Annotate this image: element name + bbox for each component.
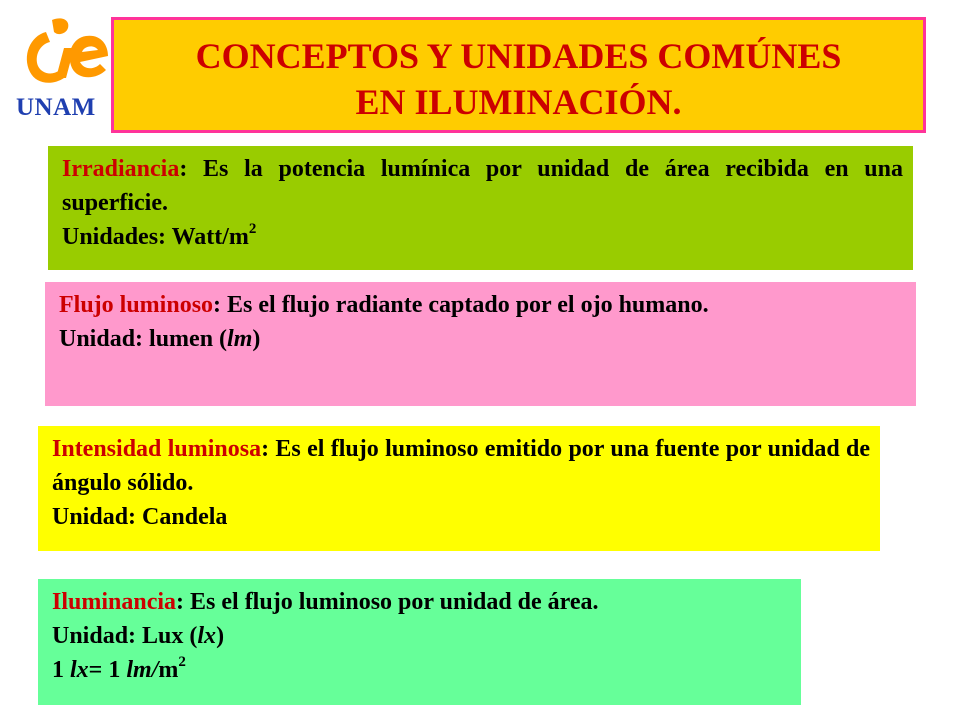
intensidad-text: : Es el flujo luminoso emitido por una fuente por unidad de ángulo sólido.: [52, 436, 871, 496]
formula-exponent: 2: [178, 654, 186, 670]
intensidad-luminosa-card: [38, 426, 880, 551]
unam-label: UNAM: [16, 94, 96, 121]
irradiancia-card: [48, 146, 913, 270]
iluminancia-text: : Es el flujo luminoso por unidad de área.: [176, 589, 599, 615]
page-title: [111, 17, 926, 133]
flujo-term: Flujo luminoso: [59, 292, 214, 318]
irradiancia-unit: [62, 220, 903, 254]
formula-rhs-number: = 1: [88, 657, 127, 683]
irradiancia-term: Irradiancia: [62, 156, 180, 182]
formula-lhs-unit: lx: [70, 657, 89, 683]
cie-logo-icon: [16, 14, 112, 94]
flujo-definition: [59, 288, 906, 322]
formula-rhs-area: m: [158, 657, 179, 683]
flujo-unit-close: ): [252, 326, 261, 352]
flujo-unit-text: Unidad: lumen (: [59, 326, 228, 352]
iluminancia-formula: [52, 653, 791, 687]
iluminancia-unit-symbol: lx: [197, 623, 217, 649]
formula-rhs-unit: lm/: [126, 657, 159, 683]
iluminancia-unit-close: ): [216, 623, 225, 649]
irradiancia-unit-text: Unidades: Watt/m: [62, 224, 249, 250]
title-line-1: CONCEPTOS Y UNIDADES COMÚNES: [195, 36, 842, 76]
flujo-text: : Es el flujo radiante captado por el ojo humano.: [213, 292, 709, 318]
intensidad-term: Intensidad luminosa: [52, 436, 262, 462]
iluminancia-unit-text: Unidad: Lux (: [52, 623, 198, 649]
flujo-unit: [59, 322, 906, 356]
irradiancia-text: : Es la potencia lumínica por unidad de área recibida en una superficie.: [62, 156, 903, 216]
cie-unam-logo: [12, 14, 112, 124]
flujo-luminoso-card: [45, 282, 916, 406]
iluminancia-definition: [52, 585, 791, 619]
irradiancia-definition: [62, 152, 903, 220]
intensidad-definition: [52, 432, 870, 500]
irradiancia-unit-exponent: 2: [248, 221, 257, 237]
formula-lhs-number: 1: [52, 657, 70, 683]
iluminancia-card: [38, 579, 801, 705]
iluminancia-term: Iluminancia: [52, 589, 177, 615]
title-line-2: EN ILUMINACIÓN.: [355, 82, 682, 122]
iluminancia-unit: [52, 619, 791, 653]
flujo-unit-symbol: lm: [227, 326, 253, 352]
intensidad-unit: Unidad: Candela: [52, 504, 228, 530]
